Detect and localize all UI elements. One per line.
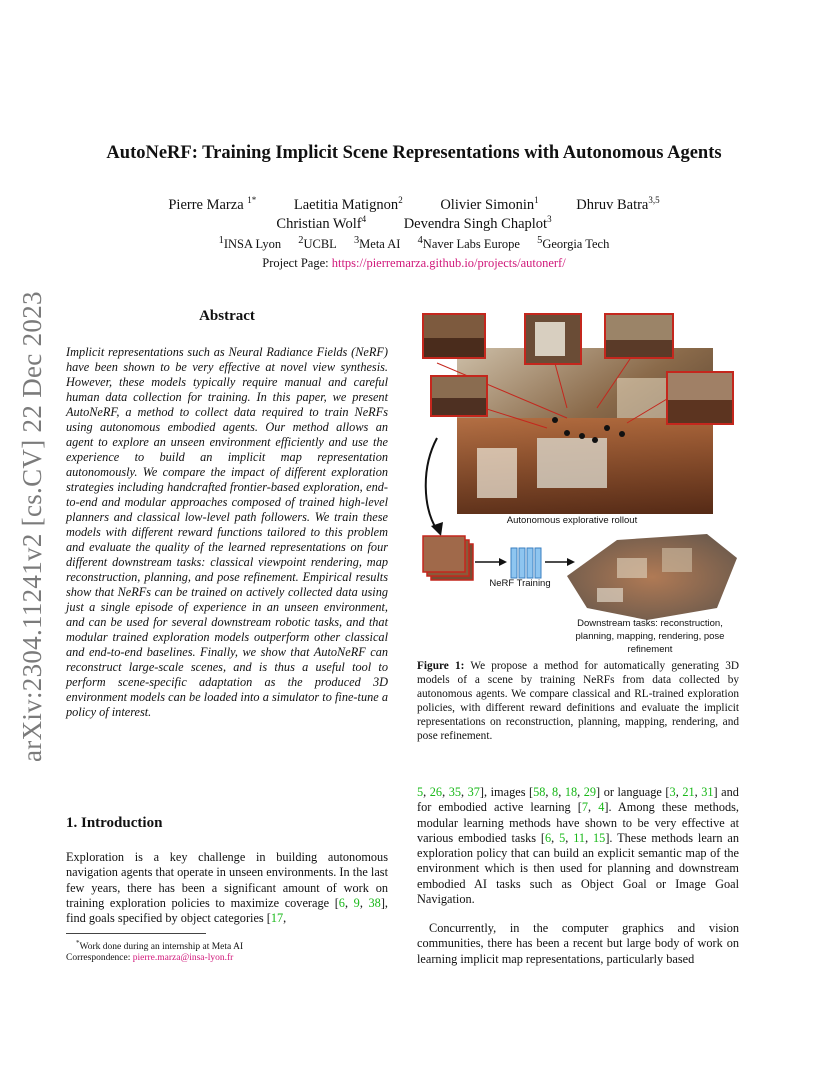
project-page: [0, 256, 828, 271]
citation-link[interactable]: 6: [545, 830, 552, 845]
figure-label-downstream: Downstream tasks: reconstruction, planning, mapping, rendering, pose refinement: [575, 618, 725, 655]
citation-link[interactable]: 21: [682, 785, 695, 799]
author-name: Laetitia Matignon$^2$: [293, 195, 403, 213]
citation-link[interactable]: 37: [467, 785, 480, 799]
image-stack-icon: [423, 536, 473, 580]
citation-link[interactable]: 9: [353, 895, 360, 910]
arrow-right-icon: [567, 558, 575, 566]
author-name: Olivier Simonin$^1$: [440, 195, 539, 213]
citation-link[interactable]: 18: [564, 785, 578, 799]
citation-link[interactable]: 4: [598, 800, 605, 815]
author-name: Pierre Marza $^{1*}$: [168, 195, 257, 213]
view-thumbnail: [525, 314, 581, 364]
citation-link[interactable]: 5: [559, 830, 566, 845]
figure-label-rollout: Autonomous explorative rollout: [506, 515, 638, 526]
email-link[interactable]: pierre.marza@insa-lyon.fr: [132, 953, 234, 963]
author-name: Devendra Singh Chaplot$^3$: [403, 214, 552, 232]
figure-caption: Figure 1: We propose a method for automatically generating 3D models of a scene by training NeRFs from data collected by autonomous agents. We compare classical and RL-trained exploration policies, with different reward definitions and evaluate the implicit representations on reconstruction, planning, mapping, rendering, and pose refinement.: [417, 660, 740, 742]
citation-link[interactable]: 5: [417, 785, 424, 799]
figure-1: [417, 308, 743, 658]
view-thumbnail: [431, 376, 487, 416]
view-thumbnail: [423, 314, 485, 358]
citation-link[interactable]: 38: [368, 895, 381, 910]
project-link[interactable]: https://pierremarza.github.io/projects/autonerf/: [331, 256, 566, 270]
author-line-2: [0, 214, 828, 233]
abstract-heading: Abstract: [199, 308, 255, 324]
arxiv-identifier: arXiv:2304.11241v2 [cs.CV] 22 Dec 2023: [17, 291, 47, 762]
citation-link[interactable]: 58: [533, 785, 546, 799]
affiliations: [0, 235, 828, 252]
view-thumbnail: [667, 372, 733, 424]
citation-link[interactable]: 17: [270, 911, 284, 926]
citation-link[interactable]: 15: [593, 830, 606, 845]
view-thumbnail: [605, 314, 673, 358]
project-label: Project Page:: [262, 256, 332, 270]
citation-link[interactable]: 35: [448, 785, 461, 799]
body-paragraph: 5, 26, 35, 37], images [58, 8, 18, 29] or language [3, 21, 31] and for embodied active learning [7, 4]. Among these methods, modular learning methods have shown to be very effective at various embodied tasks [6, 5, 11, 15]. These methods learn an exploration policy that can build an explicit semantic map of the environment which is then used for planning and downstream embodied AI tasks such as Object Goal or Image Goal Navigation.: [417, 785, 739, 907]
affiliation: $^4$Naver Labs Europe: [417, 235, 520, 252]
citation-link[interactable]: 6: [338, 895, 345, 910]
citation-link[interactable]: 29: [583, 785, 597, 799]
figure-label-nerf: NeRF Training: [489, 578, 551, 589]
neural-network-icon: [511, 548, 541, 578]
body-paragraph: Concurrently, in the computer graphics and vision communities, there has been a recent but large body of work on learning implicit map representations, particularly based: [417, 921, 739, 966]
citation-link[interactable]: 26: [429, 785, 443, 799]
author-name: Dhruv Batra$^{3,5}$: [576, 195, 660, 213]
abstract-text: Implicit representations such as Neural Radiance Fields (NeRF) have been shown to be very effective at novel view synthesis. However, these models typically require manual and careful human data collection for training. In this paper, we present AutoNeRF, a method to collect data required to train NeRFs using autonomous embodied agents. Our method allows an agent to explore an unseen environment efficiently and use the experience to build an implicit map representation autonomously. We compare the impact of different exploration strategies including handcrafted frontier-based exploration, end-to-end and modular approaches composed of trained high-level planners and classical low-level path followers. We train these models with different reward functions tailored to this problem and evaluate the quality of the learned representations on four different downstream tasks: classical viewpoint rendering, map reconstruction, planning, and pose refinement. Empirical results show that NeRFs can be trained on actively collected data using just a single episode of experience in an unseen environment, and can be used for several downstream robotic tasks, and that modular trained exploration models outperform other classical and end-to-end baselines. Finally, we show that AutoNeRF can reconstruct large-scale scenes, and is thus a useful tool to perform scene-specific adaptation as the produced 3D environment models can be loaded into a simulator to fine-tune a policy of interest.: [66, 345, 388, 719]
affiliation: $^1$INSA Lyon: [218, 235, 282, 252]
affiliation: $^2$UCBL: [298, 235, 337, 252]
author-line-1: [0, 195, 828, 214]
curved-arrow-icon: [426, 438, 437, 530]
citation-link[interactable]: 31: [701, 785, 714, 799]
citation-link[interactable]: 3: [669, 785, 676, 799]
citation-link[interactable]: 11: [573, 830, 586, 845]
affiliation: $^5$Georgia Tech: [537, 235, 610, 252]
footnote-divider: [66, 933, 206, 934]
reconstruction-image: [567, 534, 737, 620]
footnote: *Work done during an internship at Meta AI: [76, 939, 244, 953]
intro-paragraph: Exploration is a key challenge in building autonomous navigation agents that operate in unseen environments. In the last few years, there has been a significant amount of work on training exploration policies to maximize coverage [6, 9, 38], find goals specified by object categories [17,: [66, 850, 388, 926]
author-name: Christian Wolf$^4$: [276, 214, 367, 232]
section-heading: 1. Introduction: [66, 815, 163, 831]
affiliation: $^3$Meta AI: [353, 235, 401, 252]
arrow-right-icon: [499, 558, 507, 566]
correspondence: Correspondence: pierre.marza@insa-lyon.fr: [66, 953, 234, 963]
citation-link[interactable]: 7: [581, 800, 589, 815]
paper-title: AutoNeRF: Training Implicit Scene Representations with Autonomous Agents: [106, 143, 722, 163]
citation-link[interactable]: 8: [552, 785, 559, 799]
